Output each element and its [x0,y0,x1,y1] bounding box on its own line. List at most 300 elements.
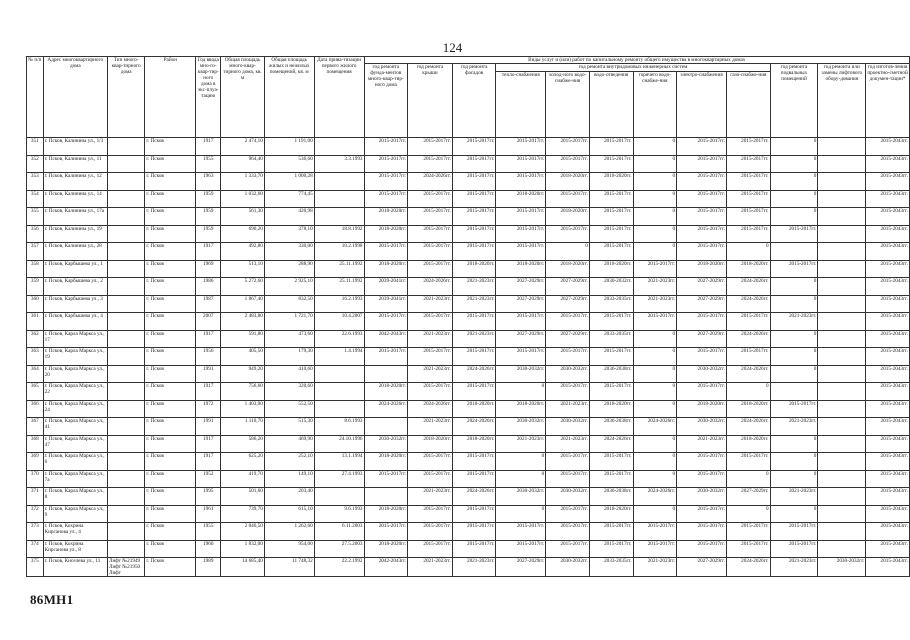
cell-type [108,138,145,156]
cell-basement: 0 [770,453,818,471]
cell-year: 1917 [196,138,221,156]
cell-facade: 2015-2017гг. [452,523,496,541]
document-code: 86МН1 [30,592,74,607]
cell-electricity: 2018-2020гг. [677,400,727,418]
cell-district: г. Псков [145,418,196,436]
cell-elevator [818,190,866,208]
cell-year: 1991 [196,418,221,436]
cell-year: 1972 [196,400,221,418]
header-heat-supply: тепло-снабжения [496,72,546,138]
cell-address: г. Псков, Карла Маркса ул., 19 [43,348,107,366]
cell-living-area: 473,60 [264,330,314,348]
cell-basement: 0 [770,435,818,453]
cell-address: г. Псков, Карла Маркса ул., 8 [43,488,107,506]
cell-basement: 0 [770,155,818,173]
cell-foundation [364,418,408,436]
header-num: № п/п [27,57,44,138]
table-row [27,190,910,208]
cell-design-docs: 2015-2043гг. [866,348,910,366]
cell-roof: 2015-2017гг. [408,138,453,156]
table-body [27,138,910,577]
table-row [27,330,910,348]
cell-heat-supply: 2027-2029гг. [496,330,546,348]
cell-basement: 0 [770,470,818,488]
cell-drainage: 2018-2020гг. [589,400,633,418]
cell-privatization-date [314,365,364,383]
cell-cold-water: 2015-2017гг. [546,540,590,558]
cell-basement: 0 [770,295,818,313]
cell-cold-water: 2015-2017гг. [546,313,590,331]
cell-address: г. Псков, Карла Маркса ул., 41 [43,418,107,436]
cell-drainage: 2018-2020гг. [589,260,633,278]
cell-basement: 0 [770,348,818,366]
cell-elevator [818,505,866,523]
cell-privatization-date: 22.2.1992 [314,558,364,577]
cell-foundation: 2015-2017гг. [364,523,408,541]
cell-foundation: 2015-2017гг. [364,243,408,261]
cell-facade: 2018-2020гг. [452,260,496,278]
cell-type [108,295,145,313]
cell-privatization-date: 9.6.1993 [314,505,364,523]
cell-facade: 2015-2017гг. [452,225,496,243]
cell-design-docs: 2015-2043гг. [866,190,910,208]
cell-year: 1986 [196,278,221,296]
cell-cold-water: 2015-2017гг. [546,155,590,173]
cell-drainage: 2015-2017гг. [589,453,633,471]
cell-elevator [818,138,866,156]
cell-address: г. Псков, Карла Маркса ул., 7а [43,470,107,488]
cell-roof: 2015-2017гг. [408,155,453,173]
header-total-area: Общая площадь много-квар-тирного дома, кв. м [221,57,265,138]
cell-year: 1955 [196,155,221,173]
cell-year: 1991 [196,365,221,383]
cell-basement [770,383,818,401]
header-foundation: год ремонта фунда-ментов много-квар-тир-ного дома [364,64,408,138]
cell-total-area: 1 832,00 [221,540,265,558]
cell-elevator [818,225,866,243]
cell-roof: 2018-2020гг. [408,435,453,453]
cell-type [108,243,145,261]
cell-district: г. Псков [145,313,196,331]
cell-heat-supply: 2030-2032гг. [496,418,546,436]
header-electricity: электро-снабжения [677,72,727,138]
cell-year: 1963 [196,173,221,191]
cell-num: 371 [27,488,44,506]
cell-roof: 2015-2017гг. [408,313,453,331]
cell-basement: 0 [770,278,818,296]
cell-year: 2007 [196,313,221,331]
cell-elevator [818,470,866,488]
cell-foundation: 2039-2041гг. [364,278,408,296]
cell-district: г. Псков [145,278,196,296]
cell-foundation: 2042-2043гг. [364,330,408,348]
cell-gas: 2027-2029гг. [726,488,770,506]
cell-address: г. Псков, Калинина ул., 28 [43,243,107,261]
cell-heat-supply: 0 [496,383,546,401]
cell-design-docs: 2015-2043гг. [866,330,910,348]
cell-cold-water: 2027-2029гг. [546,278,590,296]
cell-privatization-date: 18.8.1992 [314,225,364,243]
cell-foundation: 2039-2041гг. [364,295,408,313]
header-type: Тип много-квар-тирного дома [108,57,145,138]
cell-type [108,155,145,173]
cell-facade: 2015-2017гг. [452,208,496,226]
header-hot-water: горячего водо-снабже-ния [633,72,677,138]
cell-foundation [364,488,408,506]
cell-district: г. Псков [145,173,196,191]
cell-gas: 2015-2017гг. [726,208,770,226]
cell-elevator [818,453,866,471]
cell-design-docs: 2015-2043гг. [866,173,910,191]
cell-foundation: 2018-2020гг. [364,208,408,226]
cell-hot-water: 0 [633,365,677,383]
cell-hot-water: 0 [633,383,677,401]
cell-design-docs: 2015-2043гг. [866,278,910,296]
cell-hot-water: 0 [633,505,677,523]
cell-design-docs: 2015-2043гг. [866,523,910,541]
cell-privatization-date [314,400,364,418]
cell-hot-water: 0 [633,225,677,243]
cell-num: 360 [27,295,44,313]
cell-roof: 2015-2017гг. [408,523,453,541]
cell-living-area: 149,10 [264,470,314,488]
cell-privatization-date: 10.2.1998 [314,243,364,261]
cell-hot-water: 0 [633,470,677,488]
cell-facade: 2024-2026гг. [452,365,496,383]
cell-drainage: 2015-2017гг. [589,208,633,226]
header-gas: газо-снабже-ния [726,72,770,138]
cell-facade: 2015-2017гг. [452,540,496,558]
cell-cold-water: 2015-2017гг. [546,190,590,208]
cell-year: 1959 [196,225,221,243]
cell-gas: 2015-2017гг. [726,313,770,331]
cell-cold-water: 2015-2017гг. [546,470,590,488]
cell-year: 1952 [196,470,221,488]
cell-heat-supply: 2027-2029гг. [496,295,546,313]
cell-total-area: 756,60 [221,383,265,401]
cell-elevator [818,155,866,173]
cell-type [108,505,145,523]
cell-privatization-date [314,173,364,191]
cell-foundation: 2015-2017гг. [364,470,408,488]
cell-electricity: 2015-2017гг. [677,540,727,558]
cell-num: 366 [27,400,44,418]
header-design-docs: год изготов-ления проектно-сметной докумен-тации* [866,64,910,138]
cell-drainage: 2015-2017гг. [589,540,633,558]
cell-hot-water: 0 [633,400,677,418]
cell-type [108,330,145,348]
cell-address: г. Псков, Калинина ул., 17а [43,208,107,226]
cell-type [108,488,145,506]
cell-design-docs: 2015-2043гг. [866,313,910,331]
cell-drainage: 2036-2038гг. [589,488,633,506]
cell-num: 364 [27,365,44,383]
cell-year: 1917 [196,330,221,348]
cell-roof: 2021-2023гг. [408,295,453,313]
cell-num: 356 [27,225,44,243]
cell-address: г. Псков, Киселева ул., 11 [43,558,107,577]
cell-hot-water: 2015-2017гг. [633,523,677,541]
header-roof: год ремонта крыши [408,64,453,138]
cell-elevator [818,173,866,191]
header-basement: год ремонта подвальных помещений [770,64,818,138]
header-address: Адрес многоквартирного дома [43,57,107,138]
cell-num: 357 [27,243,44,261]
cell-living-area: 552,50 [264,400,314,418]
cell-district: г. Псков [145,330,196,348]
cell-electricity: 2015-2017гг. [677,208,727,226]
cell-drainage: 2036-2038гг. [589,365,633,383]
cell-privatization-date: 16.2.1993 [314,295,364,313]
cell-gas: 0 [726,243,770,261]
cell-design-docs: 2015-2043гг. [866,295,910,313]
cell-basement: 0 [770,208,818,226]
cell-cold-water: 2018-2020гг. [546,208,590,226]
cell-living-area: 420,98 [264,208,314,226]
cell-roof: 2015-2017гг. [408,348,453,366]
table-row [27,540,910,558]
cell-type [108,260,145,278]
cell-heat-supply: 2015-2017гг. [496,225,546,243]
cell-hot-water: 0 [633,138,677,156]
cell-year: 1917 [196,383,221,401]
cell-living-area: 774,45 [264,190,314,208]
cell-cold-water: 2027-2029гг. [546,295,590,313]
cell-foundation: 2015-2017гг. [364,138,408,156]
cell-address: г. Псков, Кохрина Кирсанова ул., 8 [43,540,107,558]
cell-address: г. Псков, Калинина ул., 11 [43,155,107,173]
cell-hot-water: 2015-2017гг. [633,540,677,558]
cell-num: 352 [27,155,44,173]
cell-facade: 2015-2017гг. [452,505,496,523]
cell-district: г. Псков [145,435,196,453]
cell-gas: 0 [726,383,770,401]
cell-num: 355 [27,208,44,226]
cell-district: г. Псков [145,243,196,261]
cell-num: 369 [27,453,44,471]
cell-hot-water: 0 [633,453,677,471]
cell-basement: 0 [770,505,818,523]
header-engineering-group: год ремонта внутридомовых инженерных систем [496,64,770,72]
table-row [27,365,910,383]
cell-cold-water: 2015-2017гг. [546,138,590,156]
cell-gas: 2015-2017гг. [726,348,770,366]
cell-district: г. Псков [145,558,196,577]
cell-roof: 2015-2017гг. [408,190,453,208]
cell-total-area: 591,80 [221,330,265,348]
cell-elevator [818,278,866,296]
cell-elevator [818,418,866,436]
cell-design-docs: 2015-2043гг. [866,400,910,418]
cell-design-docs: 2015-2043гг. [866,558,910,577]
cell-elevator [818,295,866,313]
cell-heat-supply: 2027-2029гг. [496,278,546,296]
table-row [27,278,910,296]
cell-electricity: 2027-2029гг. [677,278,727,296]
cell-address: г. Псков, Карла Маркса ул., 17 [43,330,107,348]
cell-type [108,470,145,488]
cell-facade: 2021-2023гг. [452,295,496,313]
cell-total-area: 1 333,70 [221,173,265,191]
header-cold-water: холод-ного водо-снабже-ния [546,72,590,138]
capital-repair-register-table [26,56,910,577]
cell-elevator [818,348,866,366]
header-elevator: год ремонта или замены лифтового обору-дования [818,64,866,138]
table-row [27,138,910,156]
cell-facade: 2015-2017гг. [452,190,496,208]
cell-privatization-date: 25.11.1992 [314,278,364,296]
cell-basement: 2021-2023гг. [770,418,818,436]
cell-year: 1955 [196,523,221,541]
cell-num: 358 [27,260,44,278]
header-year: Год ввода мно-го-квар-тир-ного дома в экс-плуа-тацию [196,57,221,138]
table-row [27,173,910,191]
cell-gas: 2018-2020гг. [726,400,770,418]
cell-privatization-date: 25.11.1992 [314,260,364,278]
cell-district: г. Псков [145,523,196,541]
cell-year: 1959 [196,190,221,208]
cell-electricity: 2027-2029гг. [677,558,727,577]
cell-heat-supply: 0 [496,470,546,488]
cell-foundation [364,365,408,383]
cell-total-area: 964,40 [221,155,265,173]
cell-privatization-date: 27.4.1993 [314,470,364,488]
cell-total-area: 14 685,40 [221,558,265,577]
cell-cold-water: 2030-2032гг. [546,558,590,577]
cell-heat-supply: 2015-2017гг. [496,155,546,173]
cell-num: 368 [27,435,44,453]
cell-total-area: 690,20 [221,225,265,243]
cell-type [108,190,145,208]
cell-basement: 0 [770,138,818,156]
cell-district: г. Псков [145,348,196,366]
cell-total-area: 625,20 [221,453,265,471]
header-facade: год ремонта фасадов [452,64,496,138]
cell-living-area: 469,90 [264,435,314,453]
page-number: 124 [442,40,463,55]
cell-address: г. Псков, Карла Маркса ул., 9 [43,505,107,523]
cell-privatization-date [314,383,364,401]
cell-drainage: 2015-2017гг. [589,243,633,261]
cell-total-area: 1 032,60 [221,190,265,208]
cell-year: 1917 [196,243,221,261]
table-row [27,400,910,418]
cell-living-area: 1 000,28 [264,173,314,191]
cell-living-area: 832,50 [264,295,314,313]
header-drainage: водо-отведения [589,72,633,138]
cell-type [108,383,145,401]
cell-heat-supply: 2030-2032гг. [496,488,546,506]
table-row [27,418,910,436]
cell-privatization-date [314,208,364,226]
table-row [27,523,910,541]
cell-roof: 2021-2023гг. [408,488,453,506]
cell-privatization-date [314,190,364,208]
cell-heat-supply: 2018-2020гг. [496,400,546,418]
cell-address: г. Псков, Калинина ул., 12 [43,173,107,191]
cell-foundation: 2015-2017гг. [364,190,408,208]
cell-basement: 2021-2023гг. [770,488,818,506]
cell-gas: 2015-2017гг. [726,138,770,156]
cell-hot-water: 0 [633,173,677,191]
cell-roof: 2021-2023гг. [408,330,453,348]
cell-basement [770,243,818,261]
cell-privatization-date: 3.3.1993 [314,155,364,173]
cell-electricity: 2015-2017гг. [677,470,727,488]
cell-foundation: 2018-2020гг. [364,225,408,243]
cell-living-area: 203,40 [264,488,314,506]
cell-roof: 2015-2017гг. [408,453,453,471]
cell-elevator [818,330,866,348]
cell-design-docs: 2015-2043гг. [866,208,910,226]
cell-living-area: 320,60 [264,383,314,401]
cell-roof: 2015-2017гг. [408,260,453,278]
cell-cold-water: 2030-2032гг. [546,365,590,383]
cell-gas: 2015-2017гг. [726,155,770,173]
table-row [27,488,910,506]
cell-address: г. Псков, Карла Маркса ул., 6 [43,453,107,471]
cell-num: 375 [27,558,44,577]
cell-roof: 2024-2026гг. [408,173,453,191]
cell-basement: 0 [770,330,818,348]
cell-total-area: 561,30 [221,208,265,226]
cell-facade: 2021-2023гг. [452,558,496,577]
cell-facade: 2015-2017гг. [452,470,496,488]
cell-drainage: 2015-2017гг. [589,470,633,488]
cell-district: г. Псков [145,155,196,173]
table-row [27,155,910,173]
header-works-group: Виды услуг и (или) работ по капитальному ремонту общего имущества в многоквартирных домах [364,57,909,64]
cell-type [108,365,145,383]
cell-heat-supply: 2015-2017гг. [496,540,546,558]
cell-district: г. Псков [145,505,196,523]
cell-drainage: 2018-2020гг. [589,173,633,191]
cell-living-area: 288,90 [264,260,314,278]
cell-electricity: 2027-2029гг. [677,295,727,313]
cell-district: г. Псков [145,208,196,226]
cell-num: 365 [27,383,44,401]
cell-living-area: 410,60 [264,365,314,383]
cell-electricity: 2015-2017гг. [677,173,727,191]
cell-year: 1969 [196,260,221,278]
table-row [27,383,910,401]
cell-cold-water: 2030-2032гг. [546,418,590,436]
cell-foundation: 2030-2032гг. [364,435,408,453]
table-row [27,505,910,523]
cell-cold-water: 2021-2023гг. [546,400,590,418]
cell-heat-supply: 0 [496,505,546,523]
cell-total-area: 2 046,50 [221,523,265,541]
cell-foundation: 2018-2020гг. [364,505,408,523]
cell-design-docs: 2015-2043гг. [866,243,910,261]
cell-roof: 2015-2017гг. [408,540,453,558]
cell-cold-water: 2021-2023гг. [546,435,590,453]
cell-electricity: 2015-2017гг. [677,313,727,331]
cell-design-docs: 2015-2043гг. [866,383,910,401]
cell-cold-water: 0 [546,243,590,261]
cell-hot-water: 0 [633,435,677,453]
cell-living-area: 954,00 [264,540,314,558]
cell-heat-supply: 2030-2032гг. [496,365,546,383]
cell-total-area: 501,60 [221,488,265,506]
cell-drainage: 2036-2038гг. [589,418,633,436]
cell-address: г. Псков, Калинина ул., 14 [43,190,107,208]
cell-foundation: 2015-2017гг. [364,173,408,191]
cell-heat-supply: 2021-2023гг. [496,435,546,453]
cell-drainage: 2015-2017гг. [589,190,633,208]
cell-basement: 2015-2017гг. [770,260,818,278]
cell-total-area: 1 110,70 [221,418,265,436]
